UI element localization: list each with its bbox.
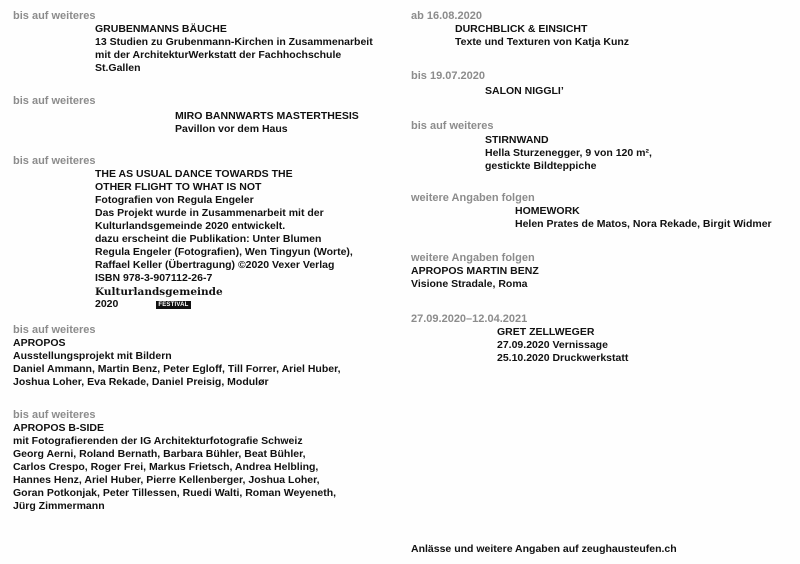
entry-title: OTHER FLIGHT TO WHAT IS NOT — [95, 181, 262, 193]
entry-date: bis auf weiteres — [13, 10, 96, 22]
logo-year-row — [95, 298, 223, 311]
entry-title: DURCHBLICK & EINSICHT — [455, 23, 588, 35]
entry-title: HOMEWORK — [515, 205, 580, 217]
entry-miro-bannwart — [13, 95, 393, 136]
entry-line: 13 Studien zu Grubenmann-Kirchen in Zusammenarbeit — [95, 36, 373, 48]
entry-homework — [411, 192, 791, 231]
entry-durchblick — [411, 10, 791, 49]
entry-title: STIRNWAND — [485, 134, 549, 146]
entry-line: Carlos Crespo, Roger Frei, Markus Frietsch, Andrea Helbling, — [13, 461, 319, 473]
footer-website-note: Anlässe und weitere Angaben auf zeughausteufen.ch — [411, 543, 677, 555]
entry-title: THE AS USUAL DANCE TOWARDS THE — [95, 168, 293, 180]
entry-title: GRUBENMANNS BÄUCHE — [95, 23, 227, 35]
entry-salon-niggli — [411, 70, 791, 98]
entry-date: weitere Angaben folgen — [411, 192, 535, 204]
entry-line: Das Projekt wurde in Zusammenarbeit mit der — [95, 207, 324, 219]
entry-body — [13, 422, 393, 513]
entry-line: gestickte Bildteppiche — [485, 160, 597, 172]
entry-stirnwand — [411, 120, 791, 173]
logo-name: Kulturlandsgemeinde — [95, 286, 223, 298]
entry-grubenmanns-baeuche — [13, 10, 393, 75]
entry-body — [411, 23, 791, 49]
entry-line: St.Gallen — [95, 62, 141, 74]
kulturlandsgemeinde-logo — [95, 286, 393, 311]
entry-date: bis auf weiteres — [13, 324, 96, 336]
entry-body — [13, 337, 393, 389]
entry-body — [411, 85, 791, 98]
entry-line: Hannes Henz, Ariel Huber, Pierre Kellenberger, Joshua Loher, — [13, 474, 320, 486]
entry-date: bis auf weiteres — [13, 155, 96, 167]
entry-date: bis auf weiteres — [411, 120, 494, 132]
logo-badge: FESTIVAL — [158, 301, 189, 308]
entry-body — [411, 326, 791, 365]
entry-line: Goran Potkonjak, Peter Tillessen, Ruedi Walti, Roman Weyeneth, — [13, 487, 337, 499]
entry-line: Pavillon vor dem Haus — [175, 123, 288, 135]
entry-line: Ausstellungsprojekt mit Bildern — [13, 350, 172, 362]
entry-line: Kulturlandsgemeinde 2020 entwickelt. — [95, 220, 286, 232]
entry-line: Hella Sturzenegger, 9 von 120 m², — [485, 147, 652, 159]
entry-body — [13, 110, 393, 136]
entry-date: 27.09.2020–12.04.2021 — [411, 313, 528, 325]
entry-line: Helen Prates de Matos, Nora Rekade, Birgit Widmer — [515, 218, 772, 230]
entry-line: mit Fotografierenden der IG Architekturfotografie Schweiz — [13, 435, 303, 447]
entry-title: APROPOS — [13, 337, 66, 349]
logo-year: 2020 — [95, 298, 119, 310]
entry-body — [13, 168, 393, 311]
entry-apropos-martin-benz — [411, 252, 791, 291]
entry-title: MIRO BANNWARTS MASTERTHESIS — [175, 110, 359, 122]
entry-line: Raffael Keller (Übertragung) ©2020 Vexer Verlag — [95, 259, 335, 271]
entry-line: ISBN 978-3-907112-26-7 — [95, 272, 213, 284]
entry-line: Georg Aerni, Roland Bernath, Barbara Bühler, Beat Bühler, — [13, 448, 306, 460]
entry-body — [13, 23, 393, 75]
entry-date: bis 19.07.2020 — [411, 70, 486, 82]
entry-apropos-b-side — [13, 409, 393, 513]
entry-apropos — [13, 324, 393, 389]
entry-title: SALON NIGGLI’ — [485, 85, 564, 97]
logo-textblock — [95, 286, 223, 311]
entry-line: 25.10.2020 Druckwerkstatt — [497, 352, 629, 364]
entry-line: Joshua Loher, Eva Rekade, Daniel Preisig, Modulør — [13, 376, 269, 388]
entry-line: 27.09.2020 Vernissage — [497, 339, 608, 351]
entry-body — [411, 265, 791, 291]
entry-title: APROPOS MARTIN BENZ — [411, 265, 539, 277]
entry-gret-zellweger — [411, 313, 791, 365]
entry-date: ab 16.08.2020 — [411, 10, 482, 22]
entry-date: weitere Angaben folgen — [411, 252, 535, 264]
entry-as-usual-dance — [13, 155, 393, 311]
entry-line: Regula Engeler (Fotografien), Wen Tingyun (Worte), — [95, 246, 353, 258]
entry-line: mit der ArchitekturWerkstatt der Fachhochschule — [95, 49, 342, 61]
entry-line: Texte und Texturen von Katja Kunz — [455, 36, 630, 48]
entry-line: Fotografien von Regula Engeler — [95, 194, 254, 206]
entry-body — [411, 134, 791, 173]
entry-date: bis auf weiteres — [13, 95, 96, 107]
entry-title: APROPOS B-SIDE — [13, 422, 105, 434]
entry-line: Visione Stradale, Roma — [411, 278, 528, 290]
entry-body — [411, 205, 791, 231]
entry-line: dazu erscheint die Publikation: Unter Blumen — [95, 233, 322, 245]
entry-line: Jürg Zimmermann — [13, 500, 105, 512]
entry-line: Daniel Ammann, Martin Benz, Peter Egloff, Till Forrer, Ariel Huber, — [13, 363, 341, 375]
entry-date: bis auf weiteres — [13, 409, 96, 421]
entry-title: GRET ZELLWEGER — [497, 326, 595, 338]
